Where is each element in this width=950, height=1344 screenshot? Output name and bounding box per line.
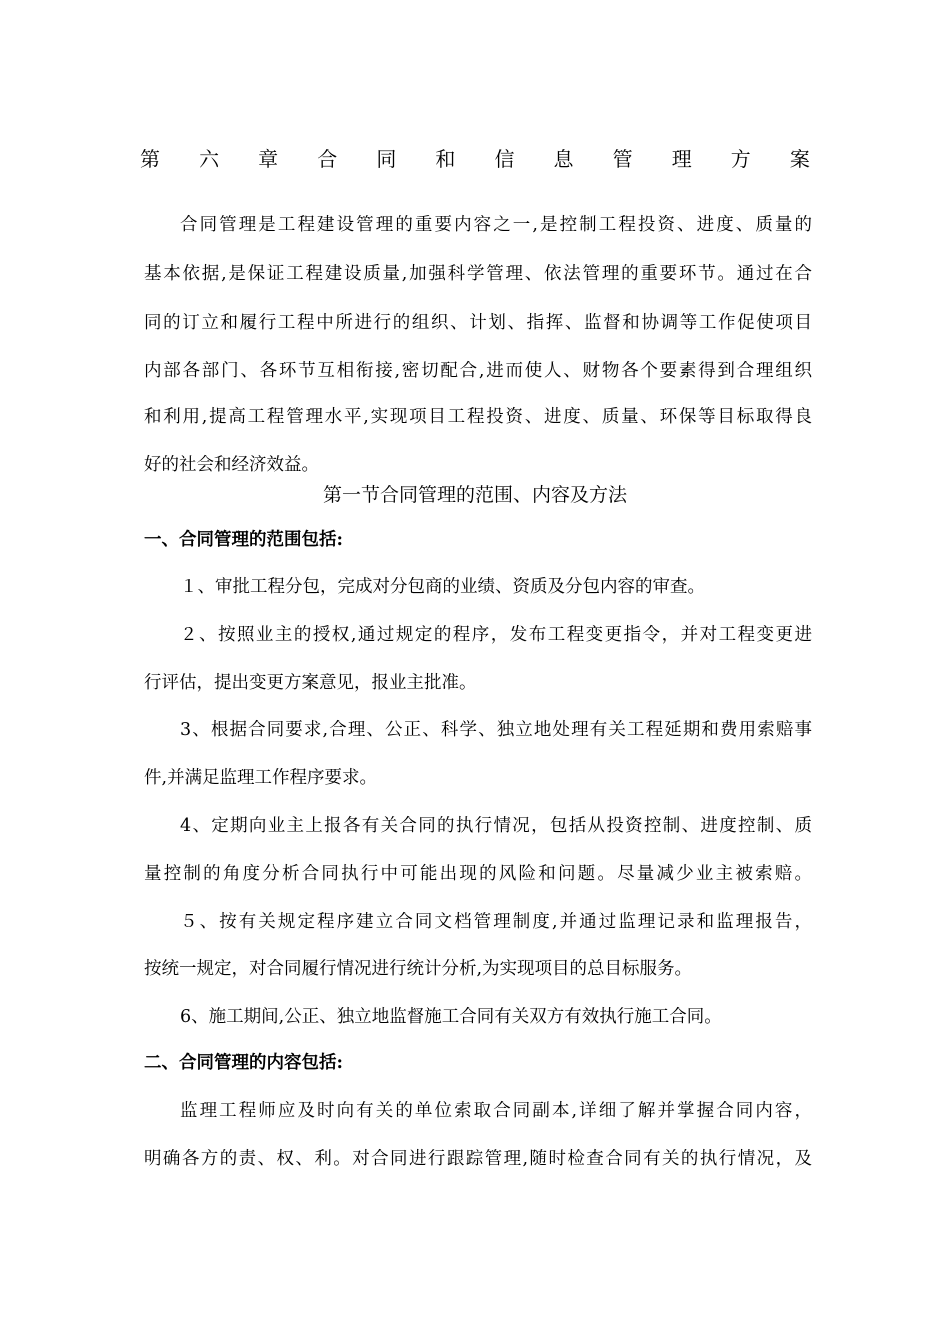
intro-line: 和利用,提高工程管理水平,实现项目工程投资、进度、质量、环保等目标取得良 [144,407,812,427]
scope-item-line: 3、根据合同要求,合理、公正、科学、独立地处理有关工程延期和费用索赔事 [180,720,812,740]
scope-item-line: ５、按有关规定程序建立合同文档管理制度,并通过监理记录和监理报告， [180,912,812,932]
scope-item-line: 行评估，提出变更方案意见，报业主批准。 [144,673,477,693]
chapter-title-char: 理 [671,147,692,171]
scope-item-line: 量控制的角度分析合同执行中可能出现的风险和问题。尽量减少业主被索赔。 [144,864,812,884]
intro-line: 合同管理是工程建设管理的重要内容之一,是控制工程投资、进度、质量的 [180,215,812,235]
section-title: 第一节合同管理的范围、内容及方法 [322,484,627,506]
chapter-title-char: 和 [435,147,456,171]
scope-item-line: １、审批工程分包，完成对分包商的业绩、资质及分包内容的审查。 [180,577,705,597]
chapter-title-char: 信 [494,147,515,171]
scope-item-line: 按统一规定，对合同履行情况进行统计分析,为实现项目的总目标服务。 [144,959,693,979]
content-line: 明确各方的责、权、利。对合同进行跟踪管理,随时检查合同有关的执行情况，及 [144,1149,812,1169]
scope-item-line: 6、施工期间,公正、独立地监督施工合同有关双方有效执行施工合同。 [180,1007,722,1027]
chapter-title-char: 同 [376,147,397,171]
intro-line: 同的订立和履行工程中所进行的组织、计划、指挥、监督和协调等工作促使项目 [144,313,812,333]
chapter-title [140,143,810,175]
chapter-title-char: 管 [612,147,633,171]
chapter-title-char: 合 [317,147,338,171]
scope-item-line: ２、按照业主的授权,通过规定的程序，发布工程变更指令，并对工程变更进 [180,625,812,645]
chapter-title-char: 第 [140,147,160,171]
intro-line: 内部各部门、各环节互相衔接,密切配合,进而使人、财物各个要素得到合理组织 [144,361,812,381]
chapter-title-char: 六 [199,147,220,171]
chapter-title-char: 案 [789,147,810,171]
chapter-title-char: 息 [553,147,574,171]
content-line: 监理工程师应及时向有关的单位索取合同副本,详细了解并掌握合同内容， [180,1101,812,1121]
scope-item-line: 4、定期向业主上报各有关合同的执行情况，包括从投资控制、进度控制、质 [180,816,812,836]
content-heading: 二、合同管理的内容包括: [144,1053,343,1073]
chapter-title-char: 方 [730,147,751,171]
intro-line: 好的社会和经济效益。 [144,455,319,475]
scope-item-line: 件,并满足监理工作程序要求。 [144,768,378,788]
scope-heading: 一、合同管理的范围包括: [144,530,343,550]
chapter-title-char: 章 [258,147,279,171]
intro-line: 基本依据,是保证工程建设质量,加强科学管理、依法管理的重要环节。通过在合 [144,264,812,284]
